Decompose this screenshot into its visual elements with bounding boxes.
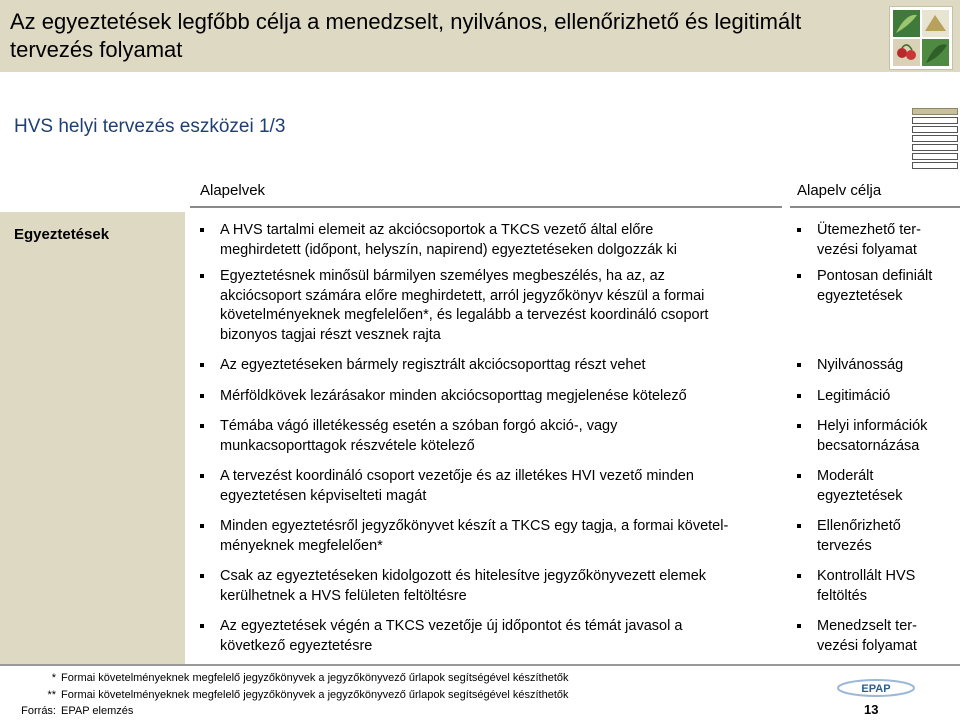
section-subtitle: HVS helyi tervezés eszközei 1/3: [14, 116, 286, 137]
stack-bar: [912, 126, 958, 133]
bullet-icon: [200, 424, 204, 428]
goal-line: Helyi információk: [817, 418, 928, 434]
goal-line: Legitimáció: [817, 388, 891, 404]
goal-line: egyeztetések: [817, 287, 903, 304]
page-title: [10, 8, 850, 64]
principle-line: meghirdetett (időpont, helyszín, napirend) egyeztetéseken dolgozzák ki: [220, 241, 678, 258]
bullet-icon: [797, 524, 801, 528]
principle-line: akciócsoport számára előre meghirdetett, arról jegyzőkönyv készül a formai: [220, 287, 705, 304]
goal-line: Moderált: [817, 468, 874, 484]
goal-item: [797, 356, 957, 376]
bullet-icon: [797, 394, 801, 398]
stack-bar: [912, 153, 958, 160]
stack-bar: [912, 144, 958, 151]
bullet-icon: [797, 474, 801, 478]
row-label: Egyeztetések: [14, 226, 110, 243]
principle-line: következő egyeztetésre: [220, 637, 373, 654]
goal-item: [797, 267, 957, 306]
footnote-mark: *: [51, 672, 56, 684]
stack-bar: [912, 162, 958, 169]
principle-line: Témába vágó illetékesség esetén a szóban forgó akció-, vagy: [220, 418, 618, 434]
goal-item: [797, 617, 957, 656]
goal-item: [797, 467, 957, 506]
principle-item: [200, 517, 785, 556]
page-number: 13: [864, 702, 879, 717]
bullet-icon: [200, 524, 204, 528]
page-title-line-1: Az egyeztetések legfőbb célja a menedzselt, nyilvános, ellenőrizhető és legitimált: [10, 9, 802, 34]
principle-line: kerülhetnek a HVS felületen feltöltésre: [220, 587, 467, 604]
column-rule-principles: [190, 206, 782, 208]
principle-item: [200, 567, 785, 606]
principle-item: [200, 267, 785, 345]
footnote: [0, 688, 780, 702]
principle-line: Mérföldkövek lezárásakor minden akciócsoporttag megjelenése kötelező: [220, 388, 687, 404]
source-label: Forrás:: [21, 705, 56, 717]
goal-line: vezési folyamat: [817, 241, 917, 258]
bullet-icon: [797, 228, 801, 232]
agriculture-emblem-icon: [889, 6, 953, 70]
goal-line: tervezés: [817, 537, 872, 554]
row-label-band: [0, 212, 185, 664]
principle-item: [200, 356, 785, 376]
principle-item: [200, 221, 785, 260]
principle-line: egyeztetésen képviselteti magát: [220, 487, 427, 504]
principle-line: A HVS tartalmi elemeit az akciócsoportok a TKCS vezető által előre: [220, 222, 654, 238]
footnote: [0, 671, 780, 685]
epap-logo-text: EPAP: [861, 683, 891, 695]
principle-line: Az egyeztetéseken bármely regisztrált akciócsoporttag részt vehet: [220, 357, 646, 373]
principle-line: Az egyeztetések végén a TKCS vezetője új időpontot és témát javasol a: [220, 618, 683, 634]
principle-line: Csak az egyeztetéseken kidolgozott és hitelesítve jegyzőkönyvezett elemek: [220, 568, 707, 584]
goal-item: [797, 417, 957, 456]
bullet-icon: [200, 474, 204, 478]
goal-line: Nyilvánosság: [817, 357, 904, 373]
footnote-text: Formai követelményeknek megfelelő jegyzőkönyvek a jegyzőkönyvező űrlapok segítségével készíthetők: [61, 672, 569, 684]
stack-bar: [912, 135, 958, 142]
bullet-icon: [200, 228, 204, 232]
goal-line: Kontrollált HVS: [817, 568, 916, 584]
goal-item: [797, 567, 957, 606]
source-text: EPAP elemzés: [61, 705, 134, 717]
column-header-goal: Alapelv célja: [797, 182, 882, 199]
principle-line: ményeknek megfelelően*: [220, 537, 383, 554]
source-note: [0, 704, 780, 718]
principle-line: Egyeztetésnek minősül bármilyen személyes megbeszélés, ha az, az: [220, 268, 665, 284]
principle-line: A tervezést koordináló csoport vezetője és az illetékes HVI vezető minden: [220, 468, 694, 484]
goal-line: becsatornázása: [817, 437, 920, 454]
principle-item: [200, 387, 785, 407]
principle-line: bizonyos tagjai részt vesznek rajta: [220, 326, 441, 343]
column-header-principles: Alapelvek: [200, 182, 266, 199]
stack-bar: [912, 108, 958, 115]
bullet-icon: [797, 363, 801, 367]
bullet-icon: [200, 363, 204, 367]
goal-line: Pontosan definiált: [817, 268, 933, 284]
footnote-mark: **: [47, 689, 56, 701]
principle-line: Minden egyeztetésről jegyzőkönyvet készít a TKCS egy tagja, a formai követel-: [220, 518, 729, 534]
page-title-line-2: tervezés folyamat: [10, 37, 183, 62]
goal-line: Ellenőrizhető: [817, 518, 901, 534]
bullet-icon: [797, 624, 801, 628]
bullet-icon: [797, 274, 801, 278]
goal-line: vezési folyamat: [817, 637, 917, 654]
goal-line: feltöltés: [817, 587, 867, 604]
bullet-icon: [200, 394, 204, 398]
goal-item: [797, 517, 957, 556]
bullet-icon: [200, 274, 204, 278]
goal-line: egyeztetések: [817, 487, 903, 504]
goal-item: [797, 387, 957, 407]
principle-line: követelményeknek megfelelően*, és legalább a tervezést koordináló csoport: [220, 307, 709, 323]
bullet-icon: [797, 574, 801, 578]
goal-item: [797, 221, 957, 260]
bullet-icon: [200, 574, 204, 578]
footer-rule: [0, 664, 960, 666]
bullet-icon: [797, 424, 801, 428]
column-rule-goal: [790, 206, 960, 208]
principle-item: [200, 417, 785, 456]
goal-line: Menedzselt ter-: [817, 618, 917, 634]
footnote-text: Formai követelményeknek megfelelő jegyzőkönyvek a jegyzőkönyvező űrlapok segítségével készíthetők: [61, 689, 569, 701]
stacked-bars-icon: [912, 108, 958, 171]
principle-item: [200, 617, 785, 656]
goal-line: Ütemezhető ter-: [817, 222, 921, 238]
bullet-icon: [200, 624, 204, 628]
principle-item: [200, 467, 785, 506]
stack-bar: [912, 117, 958, 124]
principle-line: munkacsoporttagok részvétele kötelező: [220, 437, 475, 454]
